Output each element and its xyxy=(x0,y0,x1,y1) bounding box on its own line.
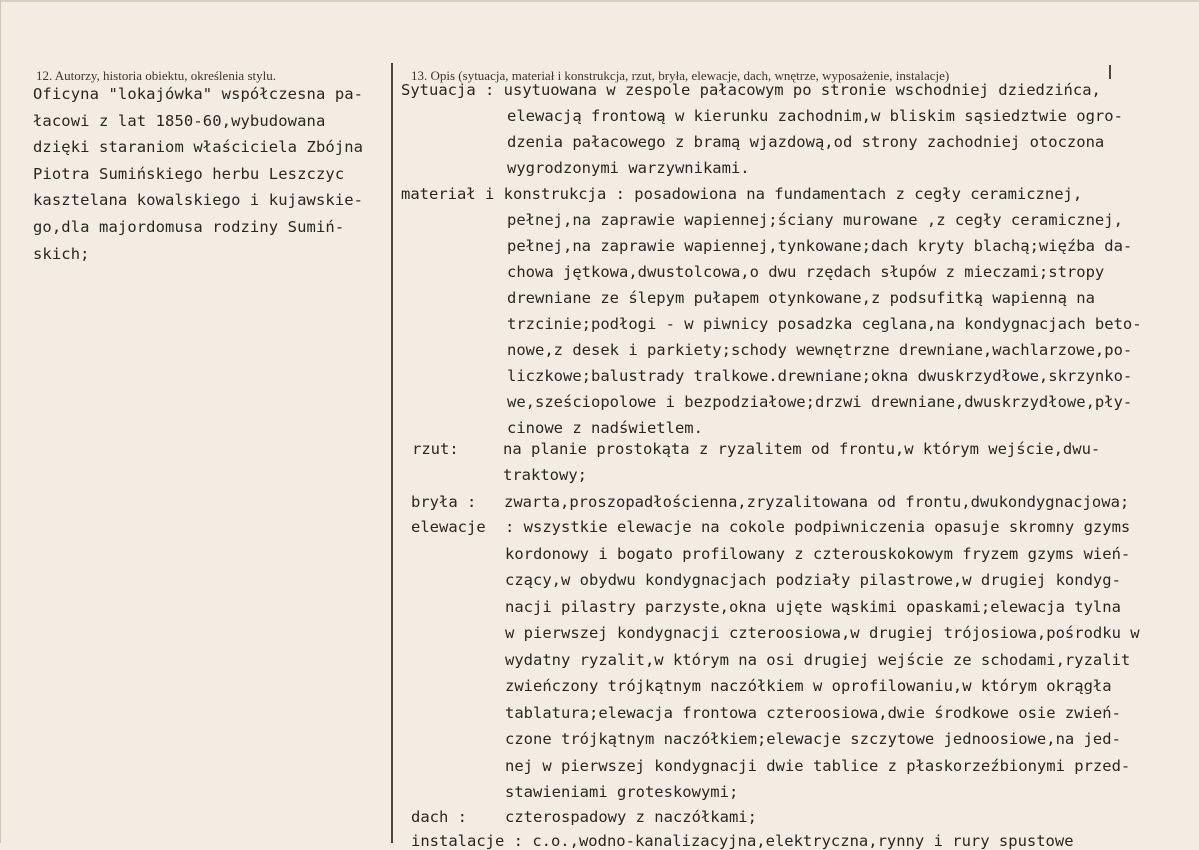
left-line: dzięki staraniom właściciela Zbójna xyxy=(33,138,364,157)
description-line: kordonowy i bogato profilowany z czterouskokowym fryzem gzyms wień- xyxy=(505,545,1131,563)
description-line: czący,w obydwu kondygnacjach podziały pilastrowe,w drugiej kondyg- xyxy=(505,571,1121,589)
description-line: nej w pierwszej kondygnacji dwie tablice z płaskorzeźbionymi przed- xyxy=(505,757,1131,775)
section-13-header: 13. Opis (sytuacja, materiał i konstrukcja, rzut, bryła, elewacje, dach, wnętrze, wyposażenie, instalacje) xyxy=(411,68,950,83)
description-line: Sytuacja : usytuowana w zespole pałacowym po stronie wschodniej dziedzińca, xyxy=(401,81,1101,99)
description-line: zwarta,proszopadłościenna,zryzalitowana od frontu,dwukondygnacjowa; xyxy=(504,493,1130,511)
description-line: na planie prostokąta z ryzalitem od frontu,w którym wejście,dwu- xyxy=(503,440,1101,458)
description-line: pełnej,na zaprawie wapiennej;ściany murowane ,z cegły ceramicznej, xyxy=(507,211,1123,229)
description-line: chowa jętkowa,dwustolcowa,o dwu rzędach słupów z mieczami;stropy xyxy=(507,263,1105,281)
description-line: traktowy; xyxy=(503,466,587,484)
column-divider xyxy=(391,63,393,843)
description-line: : wszystkie elewacje na cokole podpiwniczenia opasuje skromny gzyms xyxy=(505,518,1131,536)
description-line: cinowe z nadświetlem. xyxy=(507,419,703,437)
description-line: pełnej,na zaprawie wapiennej,tynkowane;dach kryty blachą;więźba da- xyxy=(507,237,1133,255)
description-line: drewniane ze ślepym pułapem otynkowane,z podsufitką wapienną na xyxy=(507,289,1095,307)
left-line: Oficyna "lokajówka" współczesna pa- xyxy=(33,85,364,103)
section-12-header: 12. Autorzy, historia obiektu, określenia stylu. xyxy=(36,68,276,83)
page-left-edge xyxy=(0,0,1,843)
description-line: elewacją frontową w kierunku zachodnim,w bliskim sąsiedztwie ogro- xyxy=(507,107,1123,125)
description-line: wydatny ryzalit,w którym na osi drugiej wejście ze schodami,ryzalit xyxy=(505,651,1131,669)
page-top-edge xyxy=(0,0,1199,2)
description-line: czone trójkątnym naczółkiem;elewacje szczytowe jednoosiowe,na jed- xyxy=(505,730,1121,748)
left-line: łacowi z lat 1850-60,wybudowana xyxy=(33,111,326,130)
bryla-label: bryła : xyxy=(411,493,477,511)
description-line: dzenia pałacowego z bramą wjazdową,od strony zachodniej otoczona xyxy=(507,133,1105,151)
instalacje-line: instalacje : c.o.,wodno-kanalizacyjna,elektryczna,rynny i rury spustowe xyxy=(411,832,1074,850)
description-line: tablatura;elewacja frontowa czteroosiowa,dwie środkowe osie zwień- xyxy=(505,704,1121,722)
rzut-label: rzut: xyxy=(412,440,459,458)
description-line: stawieniami groteskowymi; xyxy=(505,783,739,801)
left-line: Piotra Sumińskiego herbu Leszczyc xyxy=(33,164,345,183)
header-tick-mark xyxy=(1109,65,1111,79)
description-line: liczkowe;balustrady tralkowe.drewniane;okna dwuskrzydłowe,skrzynko- xyxy=(507,367,1133,385)
description-line: nacji pilastry parzyste,okna ujęte wąskimi opaskami;elewacja tylna xyxy=(505,598,1121,616)
description-line: materiał i konstrukcja : posadowiona na fundamentach z cegły ceramicznej, xyxy=(401,185,1083,203)
description-line: trzcinie;podłogi - w piwnicy posadzka ceglana,na kondygnacjach beto- xyxy=(507,315,1142,333)
description-line: zwieńczony trójkątnym naczółkiem w oprofilowaniu,w którym okrągła xyxy=(505,677,1112,695)
description-line: wygrodzonymi warzywnikami. xyxy=(507,159,750,177)
left-line: skich; xyxy=(33,244,90,263)
description-line: w pierwszej kondygnacji czteroosiowa,w drugiej trójosiowa,pośrodku w xyxy=(505,624,1140,642)
authors-history-column xyxy=(33,81,388,267)
description-line: nowe,z desek i parkiety;schody wewnętrzne drewniane,wachlarzowe,po- xyxy=(507,341,1133,359)
description-line: we,sześciopolowe i bezpodziałowe;drzwi drewniane,dwuskrzydłowe,pły- xyxy=(507,393,1133,411)
dach-label: dach : xyxy=(411,808,467,826)
description-line: czterospadowy z naczółkami; xyxy=(505,808,757,826)
left-line: kasztelana kowalskiego i kujawskie- xyxy=(33,191,364,210)
elewacje-label: elewacje xyxy=(411,518,486,536)
left-line: go,dla majordomusa rodziny Sumiń- xyxy=(33,217,345,236)
